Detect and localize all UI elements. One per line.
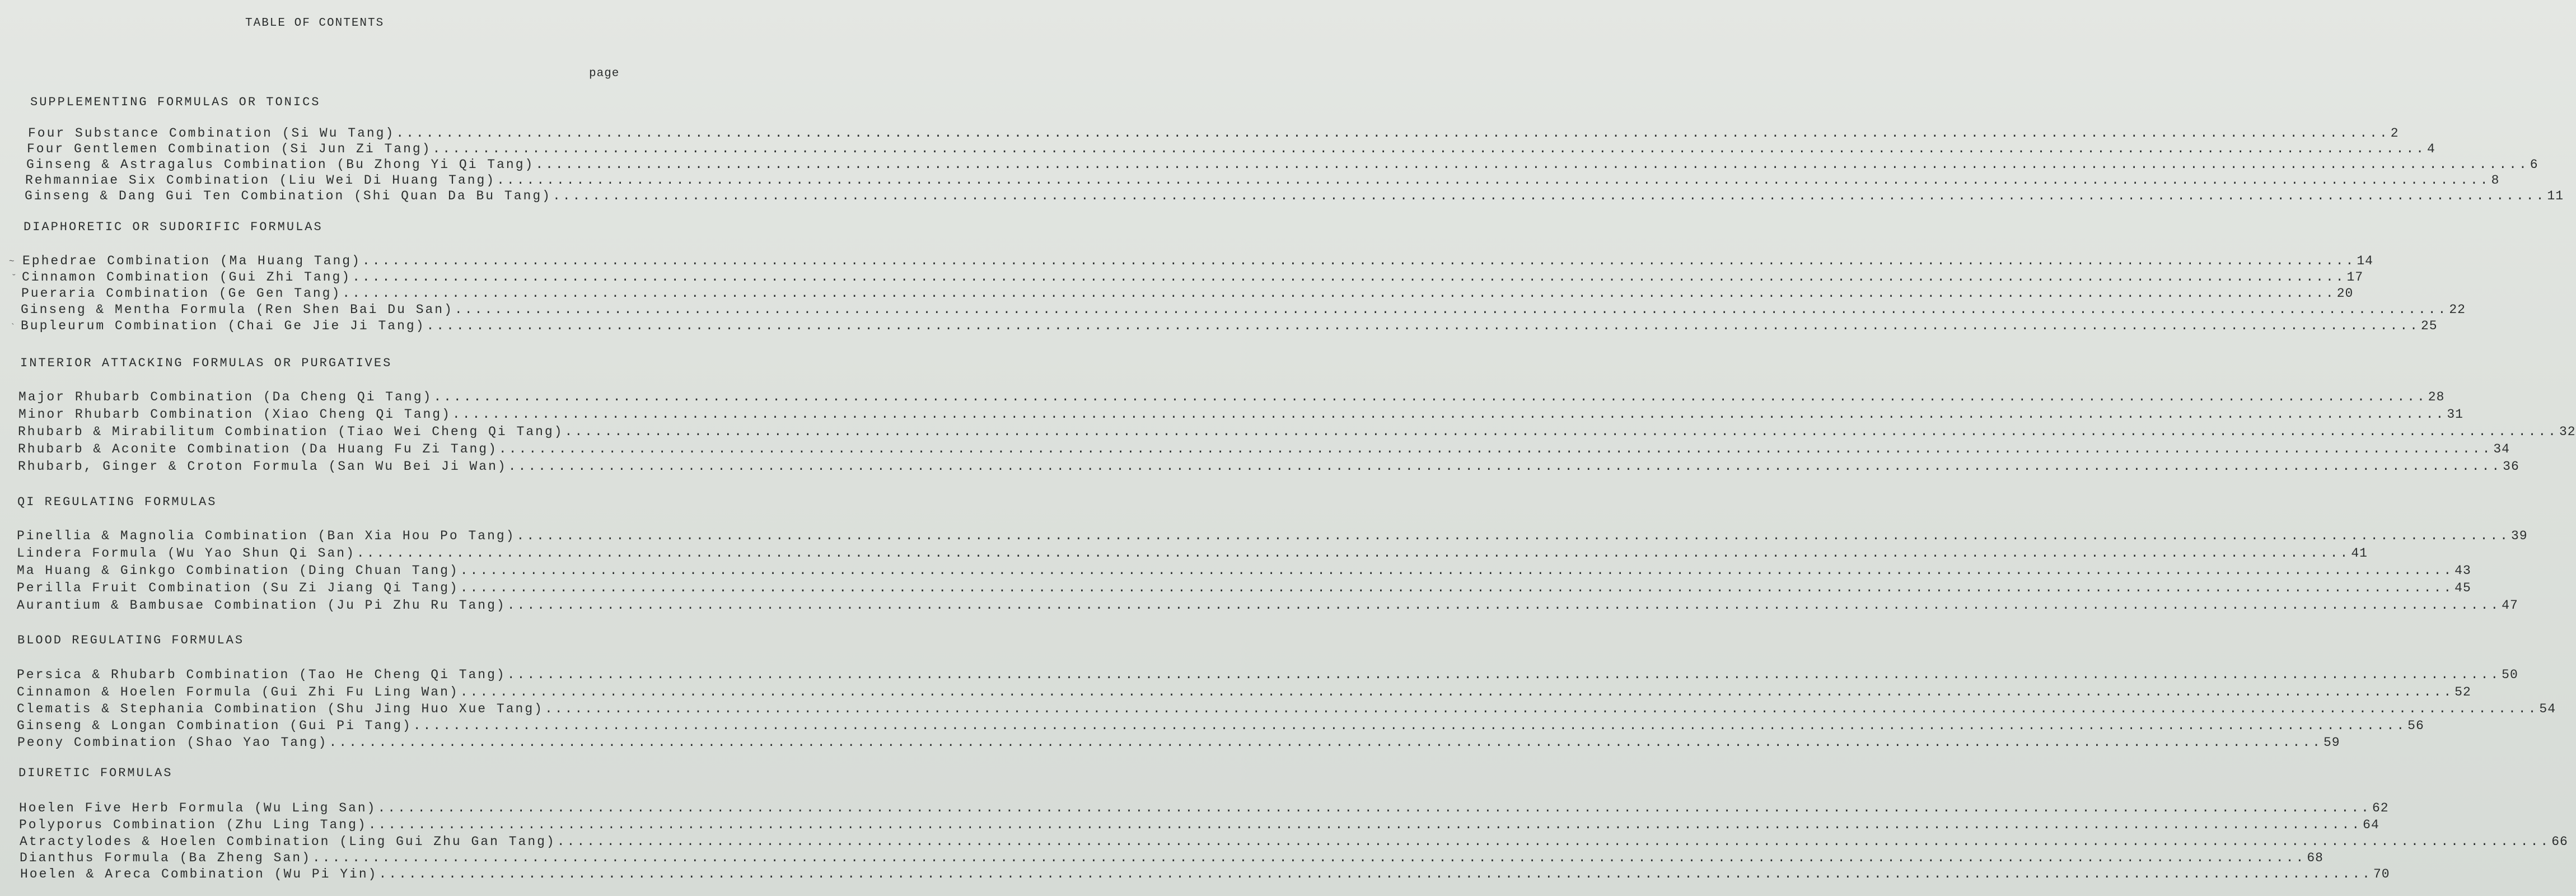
entry-name: Pinellia & Magnolia Combination (Ban Xia Hou Po Tang) xyxy=(17,529,516,543)
entry-page: 22 xyxy=(2449,302,2466,317)
entry-name: Peony Combination (Shao Yao Tang) xyxy=(17,735,328,750)
entry-page: 32 xyxy=(2559,424,2576,439)
dot-leader: ........................................................................................................................................................................................................ xyxy=(433,390,2427,404)
entry-name: Rhubarb & Aconite Combination (Da Huang Fu Zi Tang) xyxy=(18,442,498,456)
toc-entry xyxy=(27,142,2435,158)
toc-entry xyxy=(21,286,2354,303)
dot-leader: ........................................................................................................................................................................................................ xyxy=(498,442,2493,456)
entry-page: 31 xyxy=(2447,407,2463,422)
margin-tick-mark: ˘ xyxy=(11,273,17,283)
toc-entry xyxy=(18,459,2519,476)
toc-entry xyxy=(18,424,2576,441)
section-heading: DIAPHORETIC OR SUDORIFIC FORMULAS xyxy=(24,220,323,234)
entry-name: Cinnamon & Hoelen Formula (Gui Zhi Fu Ling Wan) xyxy=(17,685,459,699)
entry-name: Ginseng & Astragalus Combination (Bu Zhong Yi Qi Tang) xyxy=(26,157,535,172)
entry-page: 62 xyxy=(2372,801,2389,815)
entry-page: 50 xyxy=(2502,668,2518,682)
entry-name: Ginseng & Dang Gui Ten Combination (Shi Quan Da Bu Tang) xyxy=(25,189,551,203)
dot-leader: ........................................................................................................................................................................................................ xyxy=(368,818,2362,832)
dot-leader: ........................................................................................................................................................................................................ xyxy=(460,581,2454,595)
entry-page: 25 xyxy=(2420,319,2438,333)
toc-entry xyxy=(22,254,2373,270)
entry-name: Major Rhubarb Combination (Da Cheng Qi Tang) xyxy=(18,390,433,404)
entry-name: Aurantium & Bambusae Combination (Ju Pi Zhu Ru Tang) xyxy=(17,598,506,613)
dot-leader: ........................................................................................................................................................................................................ xyxy=(378,867,2372,881)
dot-leader: ........................................................................................................................................................................................................ xyxy=(356,546,2350,561)
dot-leader: ........................................................................................................................................................................................................ xyxy=(352,270,2346,284)
entry-name: Hoelen Five Herb Formula (Wu Ling San) xyxy=(19,801,377,815)
section-heading: QI REGULATING FORMULAS xyxy=(17,495,217,509)
entry-page: 14 xyxy=(2357,254,2373,268)
entry-page: 8 xyxy=(2491,173,2500,188)
entry-page: 47 xyxy=(2502,598,2518,613)
entry-page: 64 xyxy=(2363,818,2379,832)
entry-name: Rehmanniae Six Combination (Liu Wei Di Huang Tang) xyxy=(25,173,496,188)
entry-page: 34 xyxy=(2493,442,2510,456)
dot-leader: ........................................................................................................................................................................................................ xyxy=(377,801,2371,815)
dot-leader: ........................................................................................................................................................................................................ xyxy=(552,189,2546,203)
entry-page: 39 xyxy=(2510,529,2528,543)
toc-entry xyxy=(20,834,2568,851)
entry-page: 11 xyxy=(2547,189,2564,203)
dot-leader: ........................................................................................................................................................................................................ xyxy=(497,173,2490,188)
entry-name: Rhubarb, Ginger & Croton Formula (San Wu Bei Ji Wan) xyxy=(18,459,507,474)
entry-name: Bupleurum Combination (Chai Ge Jie Ji Tang) xyxy=(21,319,426,333)
toc-entry xyxy=(18,390,2445,407)
toc-entry xyxy=(17,598,2518,615)
dot-leader: ........................................................................................................................................................................................................ xyxy=(507,668,2501,682)
toc-entry xyxy=(25,189,2564,206)
toc-entry xyxy=(17,685,2471,702)
toc-entry xyxy=(17,702,2556,718)
entry-page: 20 xyxy=(2336,286,2354,301)
section-heading: INTERIOR ATTACKING FORMULAS OR PURGATIVES xyxy=(20,356,392,370)
entry-name: Ma Huang & Ginkgo Combination (Ding Chuan Tang) xyxy=(17,563,459,578)
dot-leader: ........................................................................................................................................................................................................ xyxy=(454,302,2448,317)
toc-entry xyxy=(17,668,2518,684)
dot-leader: ........................................................................................................................................................................................................ xyxy=(544,702,2538,716)
dot-leader: ........................................................................................................................................................................................................ xyxy=(362,254,2356,268)
margin-tick-mark: ~ xyxy=(9,256,15,267)
dot-leader: ........................................................................................................................................................................................................ xyxy=(329,735,2322,750)
entry-page: 59 xyxy=(2323,735,2340,750)
entry-name: Dianthus Formula (Ba Zheng San) xyxy=(20,851,311,865)
dot-leader: ........................................................................................................................................................................................................ xyxy=(516,529,2510,543)
entry-name: Clematis & Stephania Combination (Shu Jing Huo Xue Tang) xyxy=(17,702,544,716)
entry-name: Polyporus Combination (Zhu Ling Tang) xyxy=(19,818,367,832)
toc-entry xyxy=(17,563,2471,580)
entry-name: Persica & Rhubarb Combination (Tao He Cheng Qi Tang) xyxy=(17,668,506,682)
toc-entry xyxy=(25,173,2500,190)
entry-name: Four Gentlemen Combination (Si Jun Zi Tang) xyxy=(27,142,432,156)
entry-name: Rhubarb & Mirabilitum Combination (Tiao Wei Cheng Qi Tang) xyxy=(18,424,564,439)
toc-entry xyxy=(17,718,2424,735)
toc-entry xyxy=(18,442,2510,459)
dot-leader: ........................................................................................................................................................................................................ xyxy=(426,319,2420,333)
entry-page: 56 xyxy=(2407,718,2424,733)
dot-leader: ........................................................................................................................................................................................................ xyxy=(535,157,2529,172)
entry-name: Four Substance Combination (Si Wu Tang) xyxy=(28,126,395,141)
entry-name: Lindera Formula (Wu Yao Shun Qi San) xyxy=(17,546,356,561)
entry-page: 28 xyxy=(2428,390,2445,404)
entry-page: 70 xyxy=(2373,867,2390,881)
toc-entry xyxy=(20,867,2390,884)
entry-page: 52 xyxy=(2455,685,2471,699)
page-title: TABLE OF CONTENTS xyxy=(245,17,385,30)
entry-name: Minor Rhubarb Combination (Xiao Cheng Qi Tang) xyxy=(18,407,451,422)
dot-leader: ........................................................................................................................................................................................................ xyxy=(557,834,2551,849)
entry-name: Perilla Fruit Combination (Su Zi Jiang Qi Tang) xyxy=(17,581,459,595)
dot-leader: ........................................................................................................................................................................................................ xyxy=(312,851,2306,865)
entry-name: Atractylodes & Hoelen Combination (Ling Gui Zhu Gan Tang) xyxy=(20,834,556,849)
entry-page: 6 xyxy=(2530,157,2538,172)
section-heading: DIURETIC FORMULAS xyxy=(18,766,173,780)
entry-name: Ginseng & Longan Combination (Gui Pi Tang) xyxy=(17,718,412,733)
dot-leader: ........................................................................................................................................................................................................ xyxy=(564,424,2558,439)
entry-page: 54 xyxy=(2539,702,2556,716)
section-heading: BLOOD REGULATING FORMULAS xyxy=(17,633,245,647)
entry-page: 17 xyxy=(2346,270,2364,284)
toc-entry xyxy=(18,407,2463,424)
toc-entry xyxy=(21,302,2466,319)
dot-leader: ........................................................................................................................................................................................................ xyxy=(452,407,2446,422)
entry-page: 66 xyxy=(2551,834,2568,849)
dot-leader: ........................................................................................................................................................................................................ xyxy=(413,718,2407,733)
dot-leader: ........................................................................................................................................................................................................ xyxy=(396,126,2390,141)
toc-entry xyxy=(21,319,2438,335)
dot-leader: ........................................................................................................................................................................................................ xyxy=(342,286,2336,301)
entry-name: Ephedrae Combination (Ma Huang Tang) xyxy=(22,254,361,268)
toc-entry xyxy=(17,546,2368,563)
toc-entry xyxy=(17,529,2528,545)
entry-page: 41 xyxy=(2351,546,2368,561)
toc-entry xyxy=(17,735,2340,752)
toc-entry xyxy=(22,270,2364,287)
entry-page: 68 xyxy=(2307,851,2323,865)
entry-page: 2 xyxy=(2390,126,2399,141)
entry-name: Cinnamon Combination (Gui Zhi Tang) xyxy=(22,270,352,284)
dot-leader: ........................................................................................................................................................................................................ xyxy=(460,563,2454,578)
toc-entry xyxy=(19,818,2379,834)
dot-leader: ........................................................................................................................................................................................................ xyxy=(460,685,2454,699)
entry-name: Ginseng & Mentha Formula (Ren Shen Bai Du San) xyxy=(21,302,454,317)
section-heading: SUPPLEMENTING FORMULAS OR TONICS xyxy=(30,95,321,109)
toc-entry xyxy=(17,581,2471,598)
entry-name: Pueraria Combination (Ge Gen Tang) xyxy=(21,286,342,301)
entry-page: 43 xyxy=(2455,563,2471,578)
toc-entry xyxy=(28,126,2399,143)
toc-entry xyxy=(20,851,2323,867)
entry-name: Hoelen & Areca Combination (Wu Pi Yin) xyxy=(20,867,378,881)
margin-tick-mark: ` xyxy=(10,323,16,333)
dot-leader: ........................................................................................................................................................................................................ xyxy=(508,459,2502,474)
entry-page: 45 xyxy=(2455,581,2471,595)
entry-page: 36 xyxy=(2503,459,2519,474)
toc-entry xyxy=(19,801,2389,818)
toc-entry xyxy=(26,157,2538,174)
page-column-label: page xyxy=(589,67,620,80)
dot-leader: ........................................................................................................................................................................................................ xyxy=(432,142,2426,156)
dot-leader: ........................................................................................................................................................................................................ xyxy=(507,598,2501,613)
entry-page: 4 xyxy=(2427,142,2435,156)
